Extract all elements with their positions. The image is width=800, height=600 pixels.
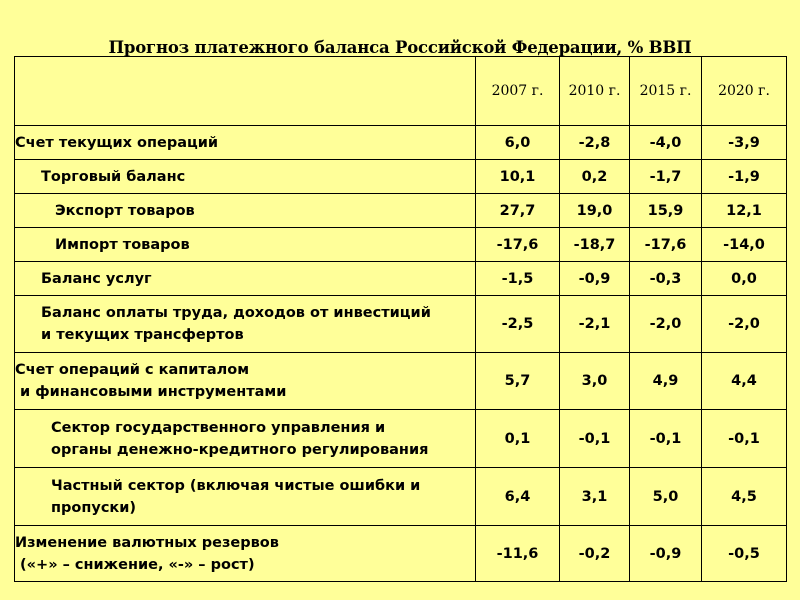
value-cell: -0,1 bbox=[702, 410, 787, 468]
value-cell: 27,7 bbox=[476, 194, 560, 228]
row-label: Импорт товаров bbox=[15, 228, 476, 262]
table-row bbox=[15, 353, 787, 410]
table-row bbox=[15, 160, 787, 194]
row-label: Счет текущих операций bbox=[15, 126, 476, 160]
table-row bbox=[15, 194, 787, 228]
table-row bbox=[15, 126, 787, 160]
row-label: Счет операций с капиталом и финансовыми инструментами bbox=[15, 353, 476, 410]
value-cell: -4,0 bbox=[630, 126, 702, 160]
table-row bbox=[15, 468, 787, 526]
value-cell: 5,7 bbox=[476, 353, 560, 410]
value-cell: -2,1 bbox=[560, 296, 630, 353]
row-label: Торговый баланс bbox=[15, 160, 476, 194]
value-cell: 15,9 bbox=[630, 194, 702, 228]
value-cell: -18,7 bbox=[560, 228, 630, 262]
row-label: Изменение валютных резервов («+» – снижение, «-» – рост) bbox=[15, 526, 476, 582]
header-blank-cell bbox=[15, 57, 476, 126]
value-cell: 6,4 bbox=[476, 468, 560, 526]
value-cell: -1,9 bbox=[702, 160, 787, 194]
value-cell: -0,3 bbox=[630, 262, 702, 296]
table-row bbox=[15, 296, 787, 353]
value-cell: -2,0 bbox=[630, 296, 702, 353]
row-label: Баланс оплаты труда, доходов от инвестиций и текущих трансфертов bbox=[15, 296, 476, 353]
value-cell: -0,1 bbox=[630, 410, 702, 468]
value-cell: 19,0 bbox=[560, 194, 630, 228]
table-header-row bbox=[15, 57, 787, 126]
value-cell: 4,9 bbox=[630, 353, 702, 410]
value-cell: -1,7 bbox=[630, 160, 702, 194]
row-label: Сектор государственного управления и органы денежно-кредитного регулирования bbox=[15, 410, 476, 468]
value-cell: 12,1 bbox=[702, 194, 787, 228]
value-cell: -2,0 bbox=[702, 296, 787, 353]
value-cell: 3,1 bbox=[560, 468, 630, 526]
column-header: 2020 г. bbox=[702, 57, 787, 126]
column-header: 2015 г. bbox=[630, 57, 702, 126]
value-cell: -0,9 bbox=[560, 262, 630, 296]
value-cell: 0,0 bbox=[702, 262, 787, 296]
value-cell: 10,1 bbox=[476, 160, 560, 194]
value-cell: 0,1 bbox=[476, 410, 560, 468]
value-cell: 3,0 bbox=[560, 353, 630, 410]
value-cell: 4,5 bbox=[702, 468, 787, 526]
table-row bbox=[15, 410, 787, 468]
value-cell: 0,2 bbox=[560, 160, 630, 194]
row-label: Частный сектор (включая чистые ошибки и пропуски) bbox=[15, 468, 476, 526]
value-cell: -11,6 bbox=[476, 526, 560, 582]
value-cell: -3,9 bbox=[702, 126, 787, 160]
value-cell: -0,2 bbox=[560, 526, 630, 582]
column-header: 2007 г. bbox=[476, 57, 560, 126]
value-cell: -0,1 bbox=[560, 410, 630, 468]
column-header: 2010 г. bbox=[560, 57, 630, 126]
balance-of-payments-table bbox=[14, 56, 787, 582]
value-cell: -14,0 bbox=[702, 228, 787, 262]
value-cell: -2,5 bbox=[476, 296, 560, 353]
value-cell: -0,5 bbox=[702, 526, 787, 582]
table-row bbox=[15, 228, 787, 262]
value-cell: -0,9 bbox=[630, 526, 702, 582]
page-title: Прогноз платежного баланса Российской Федерации, % ВВП bbox=[108, 38, 692, 57]
row-label: Экспорт товаров bbox=[15, 194, 476, 228]
table-row bbox=[15, 262, 787, 296]
value-cell: -2,8 bbox=[560, 126, 630, 160]
value-cell: -1,5 bbox=[476, 262, 560, 296]
value-cell: -17,6 bbox=[476, 228, 560, 262]
row-label: Баланс услуг bbox=[15, 262, 476, 296]
value-cell: 4,4 bbox=[702, 353, 787, 410]
value-cell: 5,0 bbox=[630, 468, 702, 526]
value-cell: 6,0 bbox=[476, 126, 560, 160]
table-row bbox=[15, 526, 787, 582]
value-cell: -17,6 bbox=[630, 228, 702, 262]
